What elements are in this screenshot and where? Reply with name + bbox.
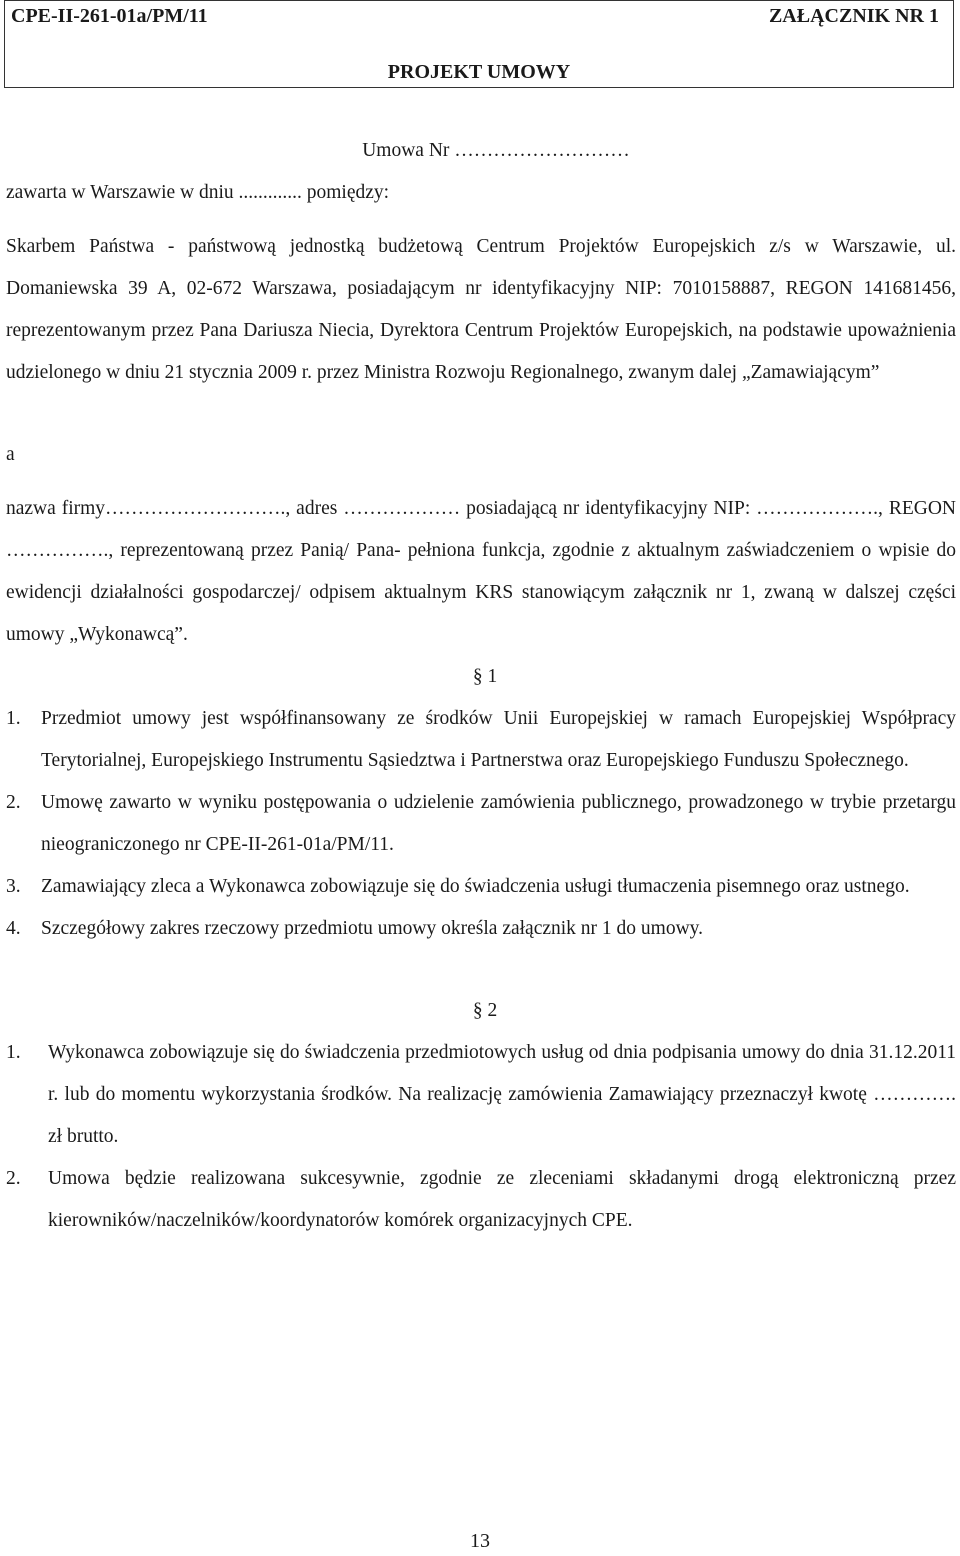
list-item <box>6 866 956 908</box>
list-item <box>6 782 956 866</box>
section-2-heading: § 2 <box>472 1000 498 1021</box>
item-number: 4. <box>6 918 21 939</box>
header-box <box>4 0 954 88</box>
item-text: Wykonawca zobowiązuje się do świadczenia przedmiotowych usług od dnia podpisania umowy do dnia 31.12.2011 r. lub do momentu wykorzystania środków. Na realizację zamówienia Zamawiający przeznaczył kwotę …………. zł brutto. <box>48 1042 956 1147</box>
item-text: Umowa będzie realizowana sukcesywnie, zgodnie ze zleceniami składanymi drogą elektroniczną przez kierowników/naczelników/koordynatorów komórek organizacyjnych CPE. <box>48 1168 956 1231</box>
contract-number: Umowa Nr ……………………… <box>362 140 630 161</box>
item-text: Szczegółowy zakres rzeczowy przedmiotu umowy określa załącznik nr 1 do umowy. <box>41 918 704 939</box>
and-connector: a <box>6 444 15 465</box>
section-1-heading: § 1 <box>472 666 498 687</box>
item-text: Umowę zawarto w wyniku postępowania o udzielenie zamówienia publicznego, prowadzonego w trybie przetargu nieograniczonego nr CPE-II-261-01a/PM/11. <box>41 792 956 855</box>
contract-body <box>6 130 956 1242</box>
list-item <box>6 908 956 950</box>
item-number: 3. <box>6 876 21 897</box>
list-item <box>6 1032 956 1158</box>
concluded-line: zawarta w Warszawie w dniu ............. pomiędzy: <box>6 182 390 203</box>
party-two-paragraph: nazwa firmy………………………., adres ……………… posiadającą nr identyfikacyjny NIP: ………………., REGON ……………., reprezentowaną przez Panią/ Pana- pełniona funkcja, zgodnie z aktualnym zaświadczeniem o wpisie do ewidencji działalności gospodarczej/ odpisem aktualnym KRS stanowiącym załącznik nr 1, zwaną w dalszej części umowy „Wykonawcą”. <box>6 498 956 645</box>
page-number: 13 <box>470 1530 490 1552</box>
item-number: 1. <box>6 708 21 729</box>
list-item <box>6 1158 956 1242</box>
item-text: Przedmiot umowy jest współfinansowany ze środków Unii Europejskiej w ramach Europejskiej Współpracy Terytorialnej, Europejskiego Instrumentu Sąsiedztwa i Partnerstwa oraz Europejskiego Funduszu Społecznego. <box>41 708 956 771</box>
item-number: 2. <box>6 792 21 813</box>
item-number: 1. <box>6 1042 21 1063</box>
item-text: Zamawiający zleca a Wykonawca zobowiązuje się do świadczenia usługi tłumaczenia pisemnego oraz ustnego. <box>41 876 910 897</box>
document-reference: CPE-II-261-01a/PM/11 <box>11 5 208 27</box>
party-one-paragraph: Skarbem Państwa - państwową jednostką budżetową Centrum Projektów Europejskich z/s w Warszawie, ul. Domaniewska 39 A, 02-672 Warszawa, posiadającym nr identyfikacyjny NIP: 7010158887, REGON 141681456, reprezentowanym przez Pana Dariusza Niecia, Dyrektora Centrum Projektów Europejskich, na podstawie upoważnienia udzielonego w dniu 21 stycznia 2009 r. przez Ministra Rozwoju Regionalnego, zwanym dalej „Zamawiającym” <box>6 236 956 383</box>
attachment-label: ZAŁĄCZNIK NR 1 <box>768 5 939 27</box>
item-number: 2. <box>6 1168 21 1189</box>
document-title: PROJEKT UMOWY <box>387 61 571 83</box>
list-item <box>6 698 956 782</box>
